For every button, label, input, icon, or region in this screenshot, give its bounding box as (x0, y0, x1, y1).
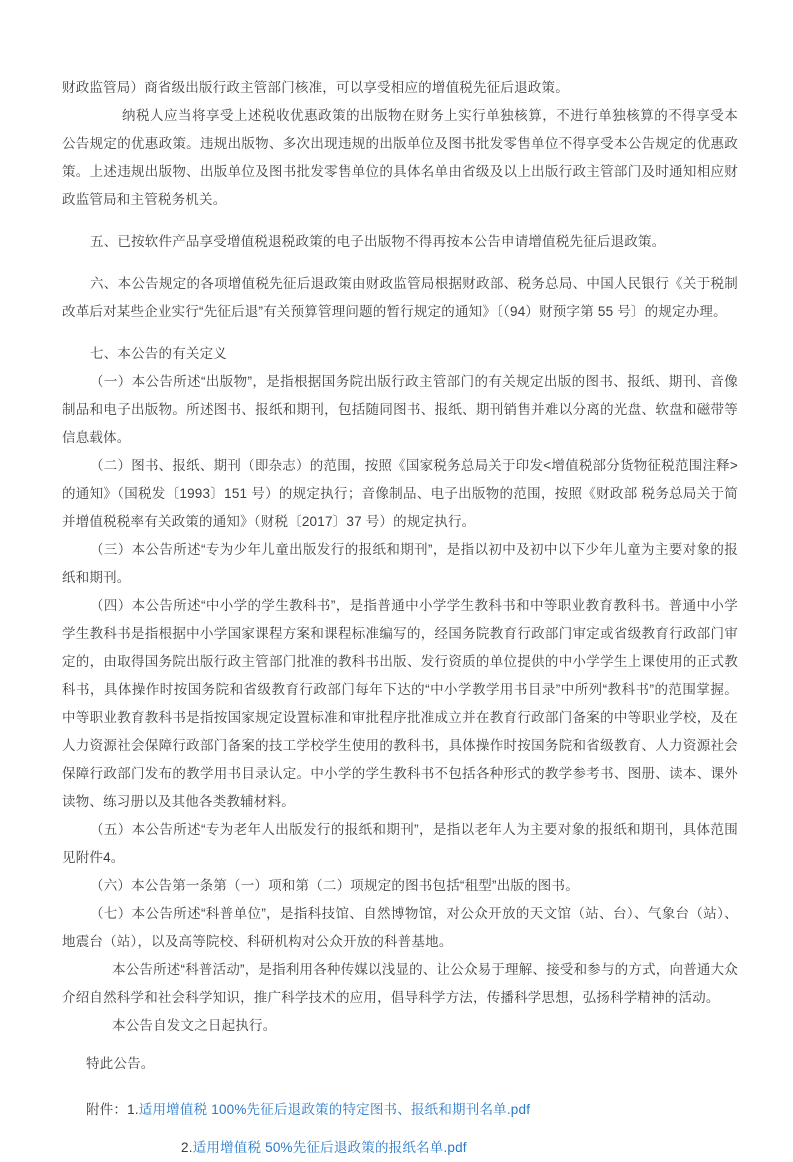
section-7-heading: 七、本公告的有关定义 (90, 346, 227, 361)
section-5: 五、已按软件产品享受增值税退税政策的电子出版物不得再按本公告申请增值税先征后退政策。 (90, 234, 666, 249)
paragraph-continuation: 财政监管局）商省级出版行政主管部门核准，可以享受相应的增值税先征后退政策。 (62, 80, 569, 95)
effective-date-line: 本公告自发文之日起执行。 (112, 1018, 277, 1033)
definition-1-publications: （一）本公告所述“出版物”，是指根据国务院出版行政主管部门的有关规定出版的图书、报纸、期刊、音像制品和电子出版物。所述图书、报纸和期刊，包括随同图书、报纸、期刊销售并难以分离的光盘、软盘和磁带等信息载体。 (62, 374, 738, 445)
definition-7-science-units: （七）本公告所述“科普单位”，是指科技馆、自然博物馆，对公众开放的天文馆（站、台）、气象台（站）、地震台（站），以及高等院校、科研机构对公众开放的科普基地。 (62, 906, 738, 949)
attachment-link-2[interactable]: 适用增值税 50%先征后退政策的报纸名单.pdf (192, 1140, 467, 1155)
definition-2-scope: （二）图书、报纸、期刊（即杂志）的范围，按照《国家税务总局关于印发<增值税部分货物征税范围注释>的通知》（国税发〔1993〕151 号）的规定执行；音像制品、电子出版物的范围，按照《财政部 税务总局关于简并增值税税率有关政策的通知》（财税〔2017〕37 号）的规定执行。 (62, 458, 738, 529)
closing-line: 特此公告。 (86, 1056, 155, 1071)
attachment-2-prefix: 2. (181, 1140, 193, 1155)
definition-4-textbooks: （四）本公告所述“中小学的学生教科书”，是指普通中小学学生教科书和中等职业教育教科书。普通中小学学生教科书是指根据中小学国家课程方案和课程标准编写的，经国务院教育行政部门审定或省级教育行政部门审定的，由取得国务院出版行政主管部门批准的教科书出版、发行资质的单位提供的中小学学生上课使用的正式教科书，具体操作时按国务院和省级教育行政部门每年下达的“中小学教学用书目录”中所列“教科书”的范围掌握。中等职业教育教科书是指按国家规定设置标准和审批程序批准成立并在教育行政部门备案的中等职业学校，及在人力资源社会保障行政部门备案的技工学校学生使用的教科书，具体操作时按国务院和省级教育、人力资源社会保障行政部门发布的教学用书目录认定。中小学的学生教科书不包括各种形式的教学参考书、图册、读本、课外读物、练习册以及其他各类教辅材料。 (62, 598, 738, 809)
section-6: 六、本公告规定的各项增值税先征后退政策由财政监管局根据财政部、税务总局、中国人民银行《关于税制改革后对某些企业实行“先征后退”有关预算管理问题的暂行规定的通知》〔（94）财预字第 55 号〕的规定办理。 (62, 276, 738, 319)
attachment-link-1[interactable]: 适用增值税 100%先征后退政策的特定图书、报纸和期刊名单.pdf (138, 1102, 531, 1117)
attachments-line (62, 1096, 738, 1124)
attachment-1-prefix: 1. (127, 1102, 139, 1117)
definition-3-children-press: （三）本公告所述“专为少年儿童出版发行的报纸和期刊”，是指以初中及初中以下少年儿童为主要对象的报纸和期刊。 (62, 542, 738, 585)
attachments-label: 附件： (86, 1102, 128, 1117)
attachment-2-line (62, 1134, 738, 1162)
definition-6-rental-books: （六）本公告第一条第（一）项和第（二）项规定的图书包括“租型”出版的图书。 (90, 878, 579, 893)
definition-science-activities: 本公告所述“科普活动”，是指利用各种传媒以浅显的、让公众易于理解、接受和参与的方式，向普通大众介绍自然科学和社会科学知识，推广科学技术的应用，倡导科学方法，传播科学思想，弘扬科学精神的活动。 (62, 962, 738, 1005)
paragraph-separate-accounting: 纳税人应当将享受上述税收优惠政策的出版物在财务上实行单独核算，不进行单独核算的不得享受本公告规定的优惠政策。违规出版物、多次出现违规的出版单位及图书批发零售单位不得享受本公告规定的优惠政策。上述违规出版物、出版单位及图书批发零售单位的具体名单由省级及以上出版行政主管部门及时通知相应财政监管局和主管税务机关。 (62, 108, 738, 207)
definition-5-elderly-press: （五）本公告所述“专为老年人出版发行的报纸和期刊”，是指以老年人为主要对象的报纸和期刊，具体范围见附件4。 (62, 822, 738, 865)
